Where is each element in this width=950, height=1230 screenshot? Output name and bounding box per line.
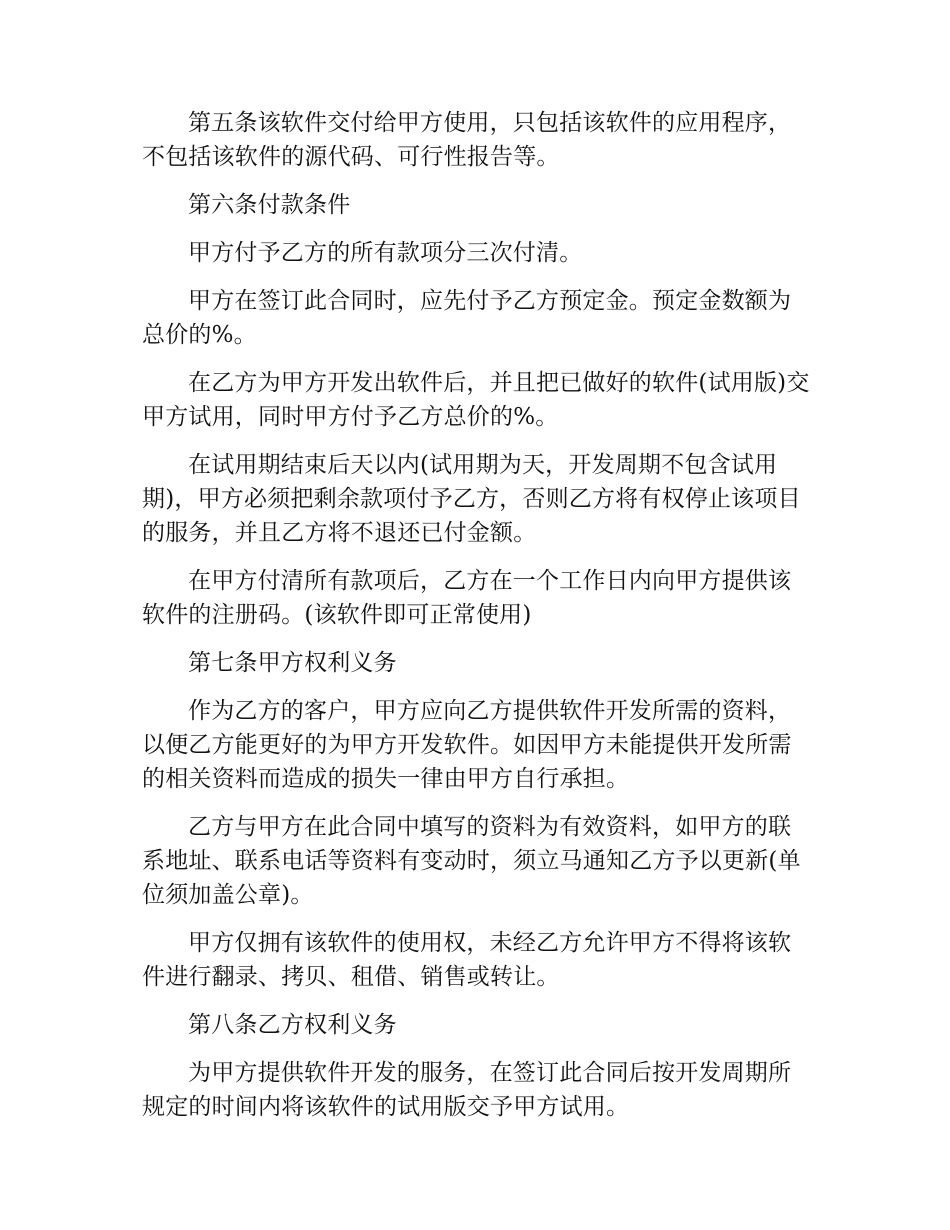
deposit-paragraph: 甲方在签订此合同时，应先付予乙方预定金。预定金数额为总价的%。 xyxy=(142,288,792,348)
clause-6-heading: 第六条付款条件 xyxy=(188,192,351,218)
final-payment-paragraph: 在试用期结束后天以内(试用期为天，开发周期不包含试用期)，甲方必须把剩余款项付予乙方，否则乙方将有权停止该项目的服务，并且乙方将不退还已付金额。 xyxy=(142,452,801,546)
service-obligation-paragraph: 为甲方提供软件开发的服务，在签订此合同后按开发周期所规定的时间内将该软件的试用版交予甲方试用。 xyxy=(142,1060,792,1120)
trial-payment-paragraph: 在乙方为甲方开发出软件后，并且把已做好的软件(试用版)交甲方试用，同时甲方付予乙方总价的%。 xyxy=(142,370,810,430)
contract-page xyxy=(142,106,812,1138)
valid-information-paragraph: 乙方与甲方在此合同中填写的资料为有效资料，如甲方的联系地址、联系电话等资料有变动时，须立马通知乙方予以更新(单位须加盖公章)。 xyxy=(142,814,801,908)
payment-installments-paragraph: 甲方付予乙方的所有款项分三次付清。 xyxy=(188,240,583,266)
usage-rights-paragraph: 甲方仅拥有该软件的使用权，未经乙方允许甲方不得将该软件进行翻录、拷贝、租借、销售或转让。 xyxy=(142,930,792,990)
registration-code-paragraph: 在甲方付清所有款项后，乙方在一个工作日内向甲方提供该软件的注册码。(该软件即可正常使用) xyxy=(142,568,792,628)
clause-8-heading: 第八条乙方权利义务 xyxy=(188,1012,397,1038)
clause-7-heading: 第七条甲方权利义务 xyxy=(188,650,397,676)
client-materials-paragraph: 作为乙方的客户，甲方应向乙方提供软件开发所需的资料，以便乙方能更好的为甲方开发软件。如因甲方未能提供开发所需的相关资料而造成的损失一律由甲方自行承担。 xyxy=(142,698,792,792)
clause-5-paragraph: 第五条该软件交付给甲方使用，只包括该软件的应用程序，不包括该软件的源代码、可行性报告等。 xyxy=(142,110,792,170)
